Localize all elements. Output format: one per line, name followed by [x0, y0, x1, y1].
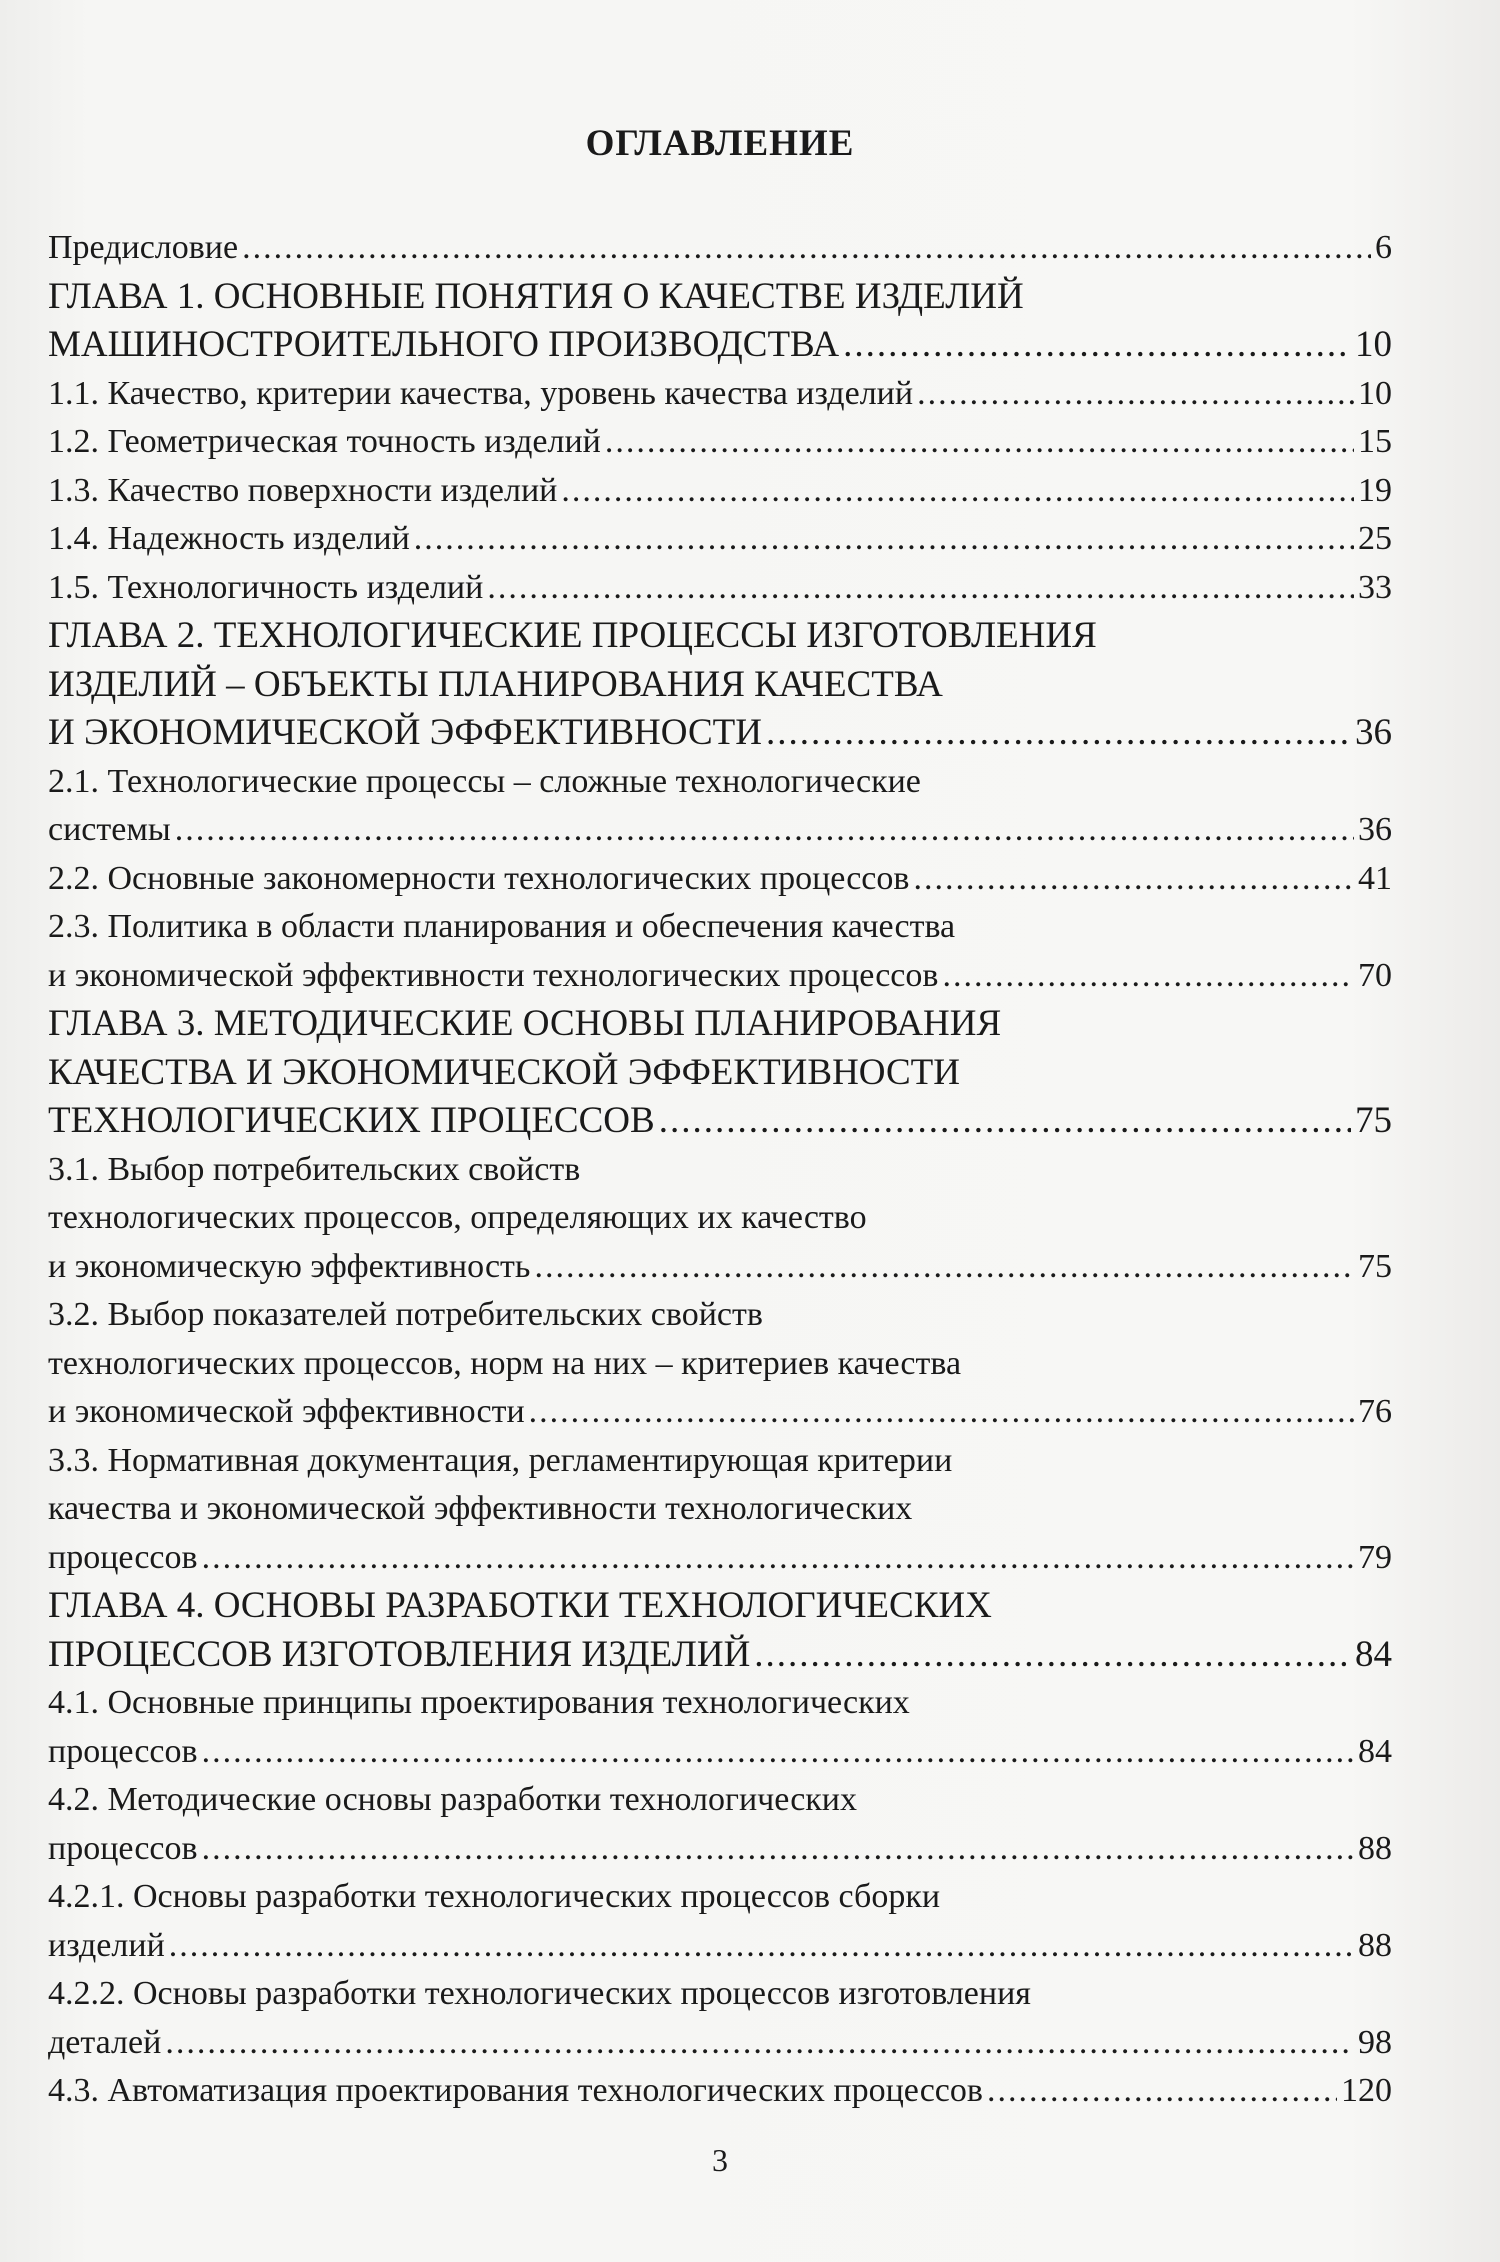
toc-entry-line	[48, 1049, 1392, 1098]
toc-entry-text: Предисловие	[48, 229, 239, 266]
toc-page-number[interactable]: 41	[1358, 859, 1392, 897]
dot-leader	[202, 1534, 1354, 1583]
toc-entry-line	[48, 1776, 1392, 1825]
toc-entry-text: ТЕХНОЛОГИЧЕСКИХ ПРОЦЕССОВ	[48, 1100, 655, 1141]
toc-section-entry[interactable]	[48, 370, 1392, 419]
toc-entry-line	[48, 855, 1392, 904]
toc-entry-line	[48, 1485, 1392, 1534]
toc-entry-text: 2.2. Основные закономерности технологических процессов	[48, 859, 910, 897]
toc-entry-text: ПРОЦЕССОВ ИЗГОТОВЛЕНИЯ ИЗДЕЛИЙ	[48, 1633, 751, 1675]
toc-entry-line	[48, 1437, 1392, 1486]
toc-section-entry[interactable]	[48, 758, 1392, 855]
toc-entry-line	[48, 515, 1392, 564]
toc-page-number[interactable]: 88	[1358, 1926, 1392, 1964]
toc-entry-text: 4.1. Основные принципы проектирования технологических	[48, 1684, 910, 1721]
toc-entry-text: 4.3. Автоматизация проектирования технологических процессов	[48, 2072, 983, 2109]
toc-entry-line	[48, 1679, 1392, 1728]
toc-entry-text: 4.2.1. Основы разработки технологических процессов сборки	[48, 1878, 941, 1915]
toc-page-number[interactable]: 36	[1355, 712, 1392, 753]
dot-leader	[529, 1388, 1354, 1437]
toc-section-entry[interactable]	[48, 1291, 1392, 1437]
toc-section-entry[interactable]	[48, 2067, 1392, 2116]
toc-entry-line	[48, 612, 1392, 661]
toc-entry-line	[48, 564, 1392, 613]
toc-entry-text: и экономическую эффективность	[48, 1247, 531, 1285]
toc-page-number[interactable]: 75	[1355, 1100, 1392, 1141]
dot-leader	[534, 1243, 1354, 1292]
toc-section-entry[interactable]	[48, 564, 1392, 613]
toc-entry-text: ИЗДЕЛИЙ – ОБЪЕКТЫ ПЛАНИРОВАНИЯ КАЧЕСТВА	[48, 663, 943, 705]
dot-leader	[605, 418, 1354, 467]
toc-entry-line	[48, 1340, 1392, 1389]
toc-section-entry[interactable]	[48, 1873, 1392, 1970]
toc-entry-text: 1.2. Геометрическая точность изделий	[48, 423, 601, 460]
toc-section-entry[interactable]	[48, 1437, 1392, 1583]
toc-entry-text: качества и экономической эффективности технологических	[48, 1490, 913, 1527]
dot-leader	[175, 806, 1354, 855]
toc-entry-line	[48, 1000, 1392, 1049]
toc-entry-line	[48, 1631, 1392, 1680]
toc-entry-text: системы	[48, 811, 171, 848]
dot-leader	[843, 321, 1351, 370]
toc-entry-line	[48, 1582, 1392, 1631]
toc-page-number[interactable]: 88	[1358, 1829, 1392, 1867]
toc-entry-line	[48, 321, 1392, 370]
dot-leader	[754, 1631, 1351, 1680]
toc-page-number[interactable]: 19	[1358, 471, 1392, 509]
toc-entry-text: ГЛАВА 2. ТЕХНОЛОГИЧЕСКИЕ ПРОЦЕССЫ ИЗГОТОВЛЕНИЯ	[48, 615, 1097, 656]
toc-entry-line	[48, 224, 1392, 273]
dot-leader	[659, 1097, 1351, 1146]
toc-page-number[interactable]: 6	[1375, 229, 1392, 266]
toc-entry-text: И ЭКОНОМИЧЕСКОЙ ЭФФЕКТИВНОСТИ	[48, 712, 762, 753]
toc-entry-line	[48, 806, 1392, 855]
toc-entry-line	[48, 467, 1392, 516]
toc-entry-line	[48, 903, 1392, 952]
toc-page-number[interactable]: 79	[1358, 1538, 1392, 1576]
toc-chapter-entry[interactable]	[48, 612, 1392, 758]
dot-leader	[913, 855, 1354, 904]
toc-page-number[interactable]: 10	[1358, 374, 1392, 412]
toc-entry-line	[48, 1194, 1392, 1243]
toc-page-number[interactable]: 36	[1358, 811, 1392, 848]
dot-leader	[561, 467, 1354, 516]
toc-entry-line	[48, 952, 1392, 1001]
toc-entry-line	[48, 1825, 1392, 1874]
dot-leader	[917, 370, 1354, 419]
toc-page-number[interactable]: 10	[1355, 324, 1392, 365]
toc-entry-text: КАЧЕСТВА И ЭКОНОМИЧЕСКОЙ ЭФФЕКТИВНОСТИ	[48, 1051, 960, 1093]
toc-entry-line	[48, 2019, 1392, 2068]
toc-section-entry[interactable]	[48, 1776, 1392, 1873]
dot-leader	[169, 1922, 1354, 1971]
toc-entry-text: процессов	[48, 1732, 198, 1770]
toc-chapter-entry[interactable]	[48, 273, 1392, 370]
toc-entry-line	[48, 1922, 1392, 1971]
toc-entry-line	[48, 1970, 1392, 2019]
dot-leader	[165, 2019, 1354, 2068]
toc-entry-text: 1.4. Надежность изделий	[48, 520, 410, 557]
toc-entry-text: и экономической эффективности технологических процессов	[48, 956, 939, 994]
toc-entry-text: ГЛАВА 1. ОСНОВНЫЕ ПОНЯТИЯ О КАЧЕСТВЕ ИЗДЕЛИЙ	[48, 275, 1024, 317]
dot-leader	[202, 1825, 1354, 1874]
toc-section-entry[interactable]	[48, 1146, 1392, 1292]
toc-entry-line	[48, 1534, 1392, 1583]
toc-section-entry[interactable]	[48, 467, 1392, 516]
toc-chapter-entry[interactable]	[48, 1000, 1392, 1146]
toc-section-entry[interactable]	[48, 903, 1392, 1000]
toc-page-number[interactable]: 70	[1358, 956, 1392, 994]
toc-page-number[interactable]: 120	[1341, 2072, 1392, 2109]
toc-entry-line	[48, 1728, 1392, 1777]
dot-leader	[987, 2067, 1337, 2116]
table-of-contents	[48, 224, 1392, 2116]
toc-section-entry[interactable]	[48, 515, 1392, 564]
toc-entry-text: 1.3. Качество поверхности изделий	[48, 471, 558, 509]
toc-section-entry[interactable]	[48, 418, 1392, 467]
toc-entry-text: процессов	[48, 1829, 198, 1867]
toc-entry-line	[48, 709, 1392, 758]
toc-entry-text: технологических процессов, определяющих их качество	[48, 1199, 867, 1236]
toc-entry-text: и экономической эффективности	[48, 1393, 525, 1430]
toc-entry-text: 3.3. Нормативная документация, регламентирующая критерии	[48, 1441, 953, 1479]
toc-chapter-entry[interactable]	[48, 1582, 1392, 1679]
toc-page-number[interactable]: 76	[1358, 1393, 1392, 1430]
toc-entry-text: 2.3. Политика в области планирования и обеспечения качества	[48, 908, 956, 945]
toc-entry-line	[48, 661, 1392, 710]
toc-entry-text: ГЛАВА 4. ОСНОВЫ РАЗРАБОТКИ ТЕХНОЛОГИЧЕСКИХ	[48, 1585, 992, 1626]
toc-entry-line	[48, 370, 1392, 419]
toc-entry-text: 3.2. Выбор показателей потребительских свойств	[48, 1296, 763, 1333]
toc-section-entry[interactable]	[48, 224, 1392, 273]
toc-entry-text: технологических процессов, норм на них – критериев качества	[48, 1344, 962, 1382]
toc-entry-line	[48, 2067, 1392, 2116]
toc-page-number[interactable]: 84	[1358, 1732, 1392, 1770]
toc-entry-text: 4.2. Методические основы разработки технологических	[48, 1781, 857, 1818]
toc-page-number[interactable]: 33	[1358, 568, 1392, 606]
toc-section-entry[interactable]	[48, 1679, 1392, 1776]
toc-entry-text: 1.1. Качество, критерии качества, уровень качества изделий	[48, 374, 914, 412]
toc-entry-line	[48, 1873, 1392, 1922]
toc-section-entry[interactable]	[48, 855, 1392, 904]
toc-entry-line	[48, 1243, 1392, 1292]
toc-section-entry[interactable]	[48, 1970, 1392, 2067]
toc-page-number[interactable]: 84	[1355, 1633, 1392, 1675]
toc-entry-line	[48, 758, 1392, 807]
toc-entry-line	[48, 273, 1392, 322]
toc-page-number[interactable]: 75	[1358, 1247, 1392, 1285]
toc-entry-line	[48, 418, 1392, 467]
toc-entry-text: 4.2.2. Основы разработки технологических процессов изготовления	[48, 1975, 1031, 2012]
dot-leader	[942, 952, 1354, 1001]
dot-leader	[242, 224, 1371, 273]
toc-entry-line	[48, 1388, 1392, 1437]
toc-entry-text: 1.5. Технологичность изделий	[48, 568, 484, 606]
toc-entry-text: 3.1. Выбор потребительских свойств	[48, 1150, 581, 1188]
dot-leader	[766, 709, 1351, 758]
toc-entry-line	[48, 1097, 1392, 1146]
dot-leader	[202, 1728, 1354, 1777]
toc-entry-text: МАШИНОСТРОИТЕЛЬНОГО ПРОИЗВОДСТВА	[48, 324, 840, 365]
toc-entry-text: 2.1. Технологические процессы – сложные технологические	[48, 762, 921, 800]
toc-page-number[interactable]: 15	[1358, 423, 1392, 460]
toc-entry-text: изделий	[48, 1926, 165, 1964]
dot-leader	[414, 515, 1354, 564]
toc-entry-line	[48, 1146, 1392, 1195]
toc-entry-line	[48, 1291, 1392, 1340]
toc-entry-text: процессов	[48, 1538, 198, 1576]
toc-entry-text: ГЛАВА 3. МЕТОДИЧЕСКИЕ ОСНОВЫ ПЛАНИРОВАНИЯ	[48, 1003, 1002, 1044]
toc-entry-text: деталей	[48, 2023, 162, 2061]
toc-page-number[interactable]: 25	[1358, 520, 1392, 557]
dot-leader	[487, 564, 1354, 613]
toc-page-number[interactable]: 98	[1358, 2023, 1392, 2061]
page-number: 3	[712, 2142, 728, 2178]
page-title: ОГЛАВЛЕНИЕ	[585, 123, 855, 164]
